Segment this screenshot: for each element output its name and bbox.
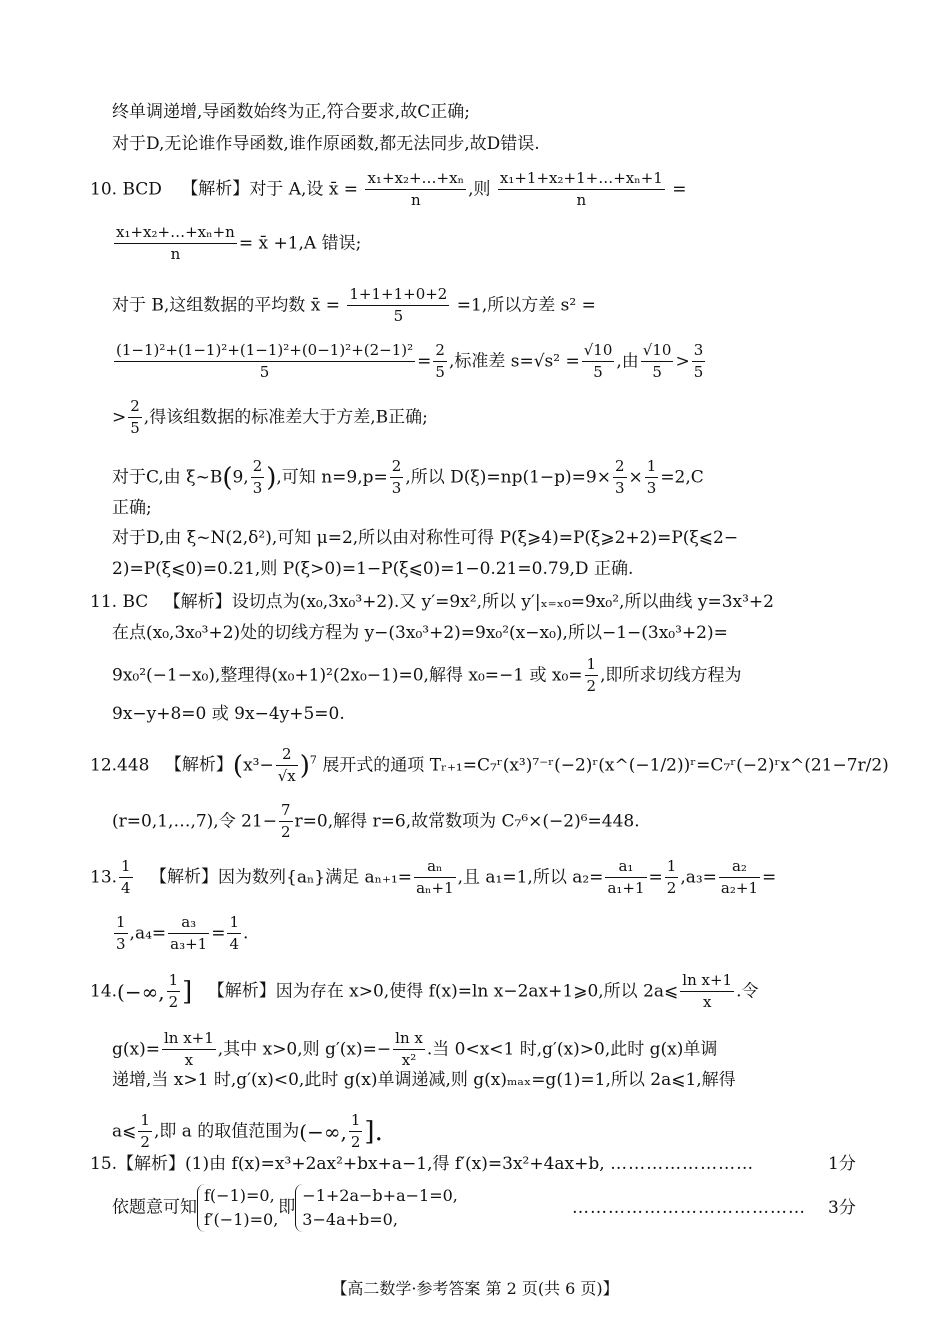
interval: (−∞,	[299, 1119, 347, 1144]
fraction: $\frac{\text{x₁+x₂+…+xₙ}}{n}$	[367, 169, 465, 210]
text-line: 在点(x₀,3x₀³+2)处的切线方程为 y−(3x₀³+2)=9x₀²(x−x₀),所以−1−(3x₀³+2)=	[112, 623, 728, 643]
answer-key: 448	[117, 755, 150, 776]
fraction: $\frac{\text{a₃}}{\text{a₃+1}}$	[170, 913, 208, 954]
question-number: 10.	[90, 179, 118, 200]
fraction: $\frac{\text{(1−1)²+(1−1)²+(1−1)²+(0−1)²+(2−1)²}}{5}$	[116, 341, 414, 382]
text-line: 终单调递增,导函数始终为正,符合要求,故C正确;	[112, 102, 470, 122]
fraction: $\frac{2}{3}$	[391, 457, 402, 498]
exponent: 7	[309, 753, 317, 767]
fraction: $\frac{3}{5}$	[693, 341, 704, 382]
answer-key: BC	[122, 592, 149, 612]
answer-key: BCD	[122, 179, 162, 200]
question-12-line-2	[112, 802, 640, 842]
fraction: $\frac{\text{ln x}}{\text{x²}}$	[395, 1029, 423, 1070]
text: .令	[736, 981, 759, 1002]
text: 因为存在 x>0,使得 f(x)=ln x−2ax+1⩾0,所以 2a⩽	[275, 981, 679, 1002]
question-number: 14.	[90, 981, 118, 1002]
text: (1)由 f(x)=x³+2ax²+bx+a−1,得 f′(x)=3x²+4ax+b,	[185, 1154, 605, 1174]
text: 设切点为(x₀,3x₀³+2).又 y′=9x²,所以 y′|ₓ₌ₓ₀=9x₀²,所以曲线 y=3x³+2	[231, 592, 774, 612]
paren: )	[266, 462, 277, 493]
text: g(x)=	[112, 1039, 160, 1060]
question-10-line-1	[90, 170, 686, 210]
question-13-line-1	[90, 858, 776, 898]
fraction: $\frac{2}{5}$	[130, 397, 140, 438]
fraction: $\frac{2}{5}$	[435, 341, 445, 382]
leader-dots: ……………………	[610, 1154, 755, 1174]
question-15-line-2	[112, 1184, 862, 1232]
text: 因为数列{aₙ}满足 aₙ₊₁=	[218, 867, 413, 888]
question-10-line-3	[112, 286, 596, 326]
question-number: 13.	[90, 867, 118, 888]
bracket: ]	[182, 976, 193, 1007]
fraction: $\frac{1}{2}$	[666, 857, 677, 898]
fraction: $\frac{1+1+1+0+2}{5}$	[349, 285, 448, 326]
text: ,得该组数据的标准差大于方差,B正确;	[143, 407, 428, 428]
analysis-tag: 【解析】	[163, 592, 232, 612]
text: =2,C	[660, 467, 704, 488]
fraction: $\frac{1}{2}$	[350, 1111, 361, 1152]
score: 1分	[828, 1154, 856, 1174]
text: ,可知 n=9,p=	[276, 467, 388, 488]
answer-fraction: $\frac{1}{4}$	[121, 857, 131, 898]
text: ,其中 x>0,则 g′(x)=−	[217, 1039, 392, 1060]
question-12-line-1	[90, 746, 889, 786]
fraction: $\frac{\text{ln x+1}}{x}$	[163, 1029, 214, 1070]
fraction: $\frac{\text{a₂}}{\text{a₂+1}}$	[720, 857, 758, 898]
text: 展开式的通项 Tᵣ₊₁=C₇ʳ(x³)⁷⁻ʳ(−2)ʳ(x^(−1/2))ʳ=C₇ʳ(−2)ʳx^(21−7r/2)	[322, 755, 889, 776]
text: 依题意可知	[112, 1197, 197, 1218]
text: >	[112, 407, 127, 428]
question-14-line-1	[90, 972, 758, 1012]
text: 9,	[232, 467, 249, 488]
paren: )	[299, 750, 310, 781]
text: ×	[628, 467, 643, 488]
paren: (	[222, 462, 233, 493]
fraction: $\frac{7}{2}$	[280, 801, 291, 842]
fraction: $\frac{2}{√x}$	[277, 745, 296, 786]
text: ,即 a 的取值范围为	[153, 1121, 300, 1142]
question-number: 11.	[90, 592, 118, 612]
page-footer: 【高二数学·参考答案 第 2 页(共 6 页)】	[331, 1279, 619, 1298]
question-14-line-2	[112, 1030, 717, 1070]
text: 对于C,由 ξ~B	[112, 467, 223, 488]
question-11-line-3	[112, 656, 741, 696]
text: =	[648, 867, 663, 888]
question-number: 15.	[90, 1154, 118, 1174]
question-10-line-4	[112, 342, 707, 382]
question-14-line-4	[112, 1112, 383, 1152]
analysis-tag: 【解析】	[117, 1154, 186, 1174]
text: ,即所求切线方程为	[600, 665, 742, 686]
text: ,且 a₁=1,所以 a₂=	[457, 867, 604, 888]
answer-interval: (−∞,	[117, 979, 165, 1004]
analysis-tag: 【解析】	[181, 179, 250, 200]
text: 对于 B,这组数据的平均数 x̄ =	[112, 295, 340, 316]
fraction: $\frac{1}{4}$	[229, 913, 240, 954]
analysis-tag: 【解析】	[207, 981, 276, 1002]
fraction: $\frac{1}{2}$	[586, 655, 597, 696]
text: = x̄ +1,A 错误;	[238, 233, 362, 254]
fraction: $\frac{1}{3}$	[116, 913, 126, 954]
text-line: 对于D,由 ξ~N(2,δ²),可知 μ=2,所以由对称性可得 P(ξ⩾4)=P(ξ⩾2+2)=P(ξ⩽2−	[112, 528, 739, 548]
analysis-tag: 【解析】	[164, 755, 233, 776]
fraction: $\frac{1}{2}$	[140, 1111, 150, 1152]
fraction: $\frac{2}{3}$	[252, 457, 263, 498]
analysis-tag: 【解析】	[150, 867, 218, 888]
bracket: ].	[364, 1116, 383, 1147]
text: a⩽	[112, 1121, 137, 1142]
fraction: $\frac{\text{x₁+x₂+…+xₙ+n}}{n}$	[116, 223, 235, 264]
text-line: 递增,当 x>1 时,g′(x)<0,此时 g(x)单调递减,则 g(x)ₘₐₓ=g(1)=1,所以 2a⩽1,解得	[112, 1070, 736, 1090]
text: =1,所以方差 s² =	[456, 295, 596, 316]
fraction: $\frac{√10}{5}$	[583, 341, 613, 382]
question-15-line-1	[90, 1156, 860, 1173]
text: x̄ =	[328, 179, 359, 200]
equation-system: f(−1)=0, f′(−1)=0,	[197, 1184, 278, 1232]
text: (r=0,1,…,7),令 21−	[112, 811, 277, 832]
question-13-line-2	[112, 914, 248, 954]
text: .当 0<x<1 时,g′(x)>0,此时 g(x)单调	[426, 1039, 718, 1060]
text: =	[762, 867, 777, 888]
fraction: $\frac{2}{3}$	[614, 457, 625, 498]
text: =	[672, 179, 687, 200]
fraction: $\frac{\text{aₙ}}{\text{aₙ+1}}$	[416, 857, 454, 898]
fraction: $\frac{\text{x₁+1+x₂+1+…+xₙ+1}}{n}$	[499, 169, 663, 210]
text: r=0,解得 r=6,故常数项为 C₇⁶×(−2)⁶=448.	[294, 811, 640, 832]
text: ,所以 D(ξ)=np(1−p)=9×	[405, 467, 611, 488]
text-line: 2)=P(ξ⩽0)=0.21,则 P(ξ>0)=1−P(ξ⩽0)=1−0.21=0.79,D 正确.	[112, 559, 634, 579]
text: 9x₀²(−1−x₀),整理得(x₀+1)²(2x₀−1)=0,解得 x₀=−1 或 x₀=	[112, 665, 583, 686]
text: ,a₃=	[680, 867, 717, 888]
text-line: 对于D,无论谁作导函数,谁作原函数,都无法同步,故D错误.	[112, 134, 540, 154]
text: ,a₄=	[129, 923, 167, 944]
fraction: $\frac{\text{ln x+1}}{x}$	[682, 971, 733, 1012]
question-10-line-2	[112, 224, 361, 264]
paren: (	[232, 750, 244, 781]
text: 对于 A,设	[249, 179, 324, 200]
fraction: $\frac{1}{3}$	[646, 457, 657, 498]
question-11-line-1	[90, 594, 774, 611]
leader-dots: …………………………………	[572, 1198, 806, 1218]
text-line: 正确;	[112, 498, 152, 518]
equation-system: −1+2a−b+a−1=0, 3−4a+b=0,	[295, 1184, 458, 1232]
question-10-line-6	[112, 458, 704, 498]
question-10-line-5	[112, 398, 428, 438]
text: ,标准差 s=√s² =	[448, 351, 580, 372]
text: .	[243, 923, 249, 944]
text: ,由	[616, 351, 639, 372]
score: 3分	[828, 1198, 856, 1218]
fraction: $\frac{\text{a₁}}{\text{a₁+1}}$	[607, 857, 645, 898]
text: =	[211, 923, 226, 944]
question-number: 12.	[90, 755, 118, 776]
text: 即	[278, 1197, 296, 1218]
text: x³−	[243, 755, 274, 776]
text: =	[417, 351, 432, 372]
text-line: 9x−y+8=0 或 9x−4y+5=0.	[112, 704, 345, 724]
text: >	[675, 351, 690, 372]
text: ,则	[468, 179, 491, 200]
fraction: $\frac{√10}{5}$	[642, 341, 672, 382]
fraction: $\frac{1}{2}$	[168, 971, 179, 1012]
